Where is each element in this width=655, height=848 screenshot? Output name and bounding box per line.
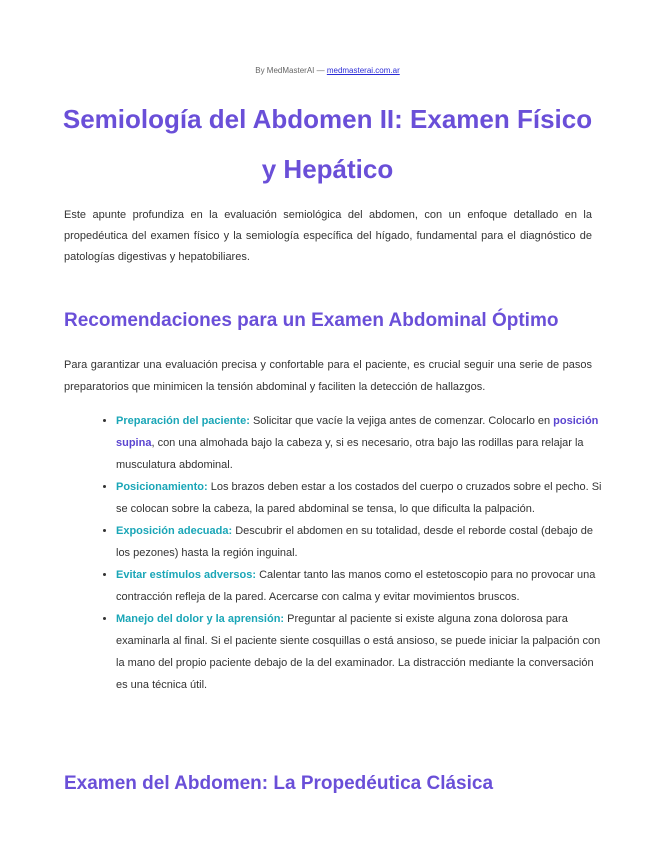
item-label: Manejo del dolor y la aprensión:	[116, 613, 285, 625]
item-label: Posicionamiento:	[116, 481, 208, 493]
item-text: Calentar tanto las manos como el estetoscopio para no provocar una contracción refleja de la pared. Acercarse con calma y evitar movimientos bruscos.	[116, 569, 596, 603]
section-paragraph: Para garantizar una evaluación precisa y confortable para el paciente, es crucial seguir una serie de pasos preparatorios que minimicen la tensión abdominal y faciliten la detección de hallazgos.	[64, 359, 592, 393]
item-text: Preguntar al paciente si existe alguna zona dolorosa para examinarla al final. Si el paciente siente cosquillas o está ansioso, se puede iniciar la palpación con la mano del propio paciente debajo de la del examinador. La distracción mediante la conversación es una técnica útil.	[116, 613, 601, 691]
item-label: Exposición adecuada:	[116, 525, 233, 537]
intro-paragraph: Este apunte profundiza en la evaluación semiológica del abdomen, con un enfoque detallado en la propedéutica del examen físico y la semiología específica del hígado, fundamental para el diagnóstico de patologías digestivas y hepatobiliares.	[64, 209, 592, 263]
list-item	[116, 608, 606, 696]
byline	[0, 66, 655, 75]
list-item	[116, 520, 606, 564]
item-text: Los brazos deben estar a los costados del cuerpo o cruzados sobre el pecho. Si se colocan sobre la cabeza, la pared abdominal se tensa, lo que dificulta la palpación.	[116, 481, 602, 515]
byline-link[interactable]: medmasterai.com.ar	[326, 66, 400, 75]
item-text: , con una almohada bajo la cabeza y, si es necesario, otra bajo las rodillas para relajar la musculatura abdominal.	[116, 437, 584, 471]
item-text: Solicitar que vacíe la vejiga antes de comenzar. Colocarlo en	[249, 415, 554, 427]
item-label: Evitar estímulos adversos:	[116, 569, 257, 581]
page-title: Semiología del Abdomen II: Examen Físico y Hepático	[62, 104, 593, 184]
item-highlight: posición supina	[116, 415, 599, 449]
recommendations-list	[100, 410, 606, 696]
item-label: Preparación del paciente:	[116, 415, 250, 427]
list-item	[116, 476, 606, 520]
item-text: Descubrir el abdomen en su totalidad, desde el reborde costal (debajo de los pezones) hasta la región inguinal.	[116, 525, 593, 559]
section-heading-propedeutics: Examen del Abdomen: La Propedéutica Clásica	[64, 773, 494, 794]
section-heading-recommendations: Recomendaciones para un Examen Abdominal Óptimo	[64, 310, 559, 331]
list-item	[116, 410, 606, 476]
byline-prefix: By MedMasterAI —	[255, 66, 327, 75]
list-item	[116, 564, 606, 608]
